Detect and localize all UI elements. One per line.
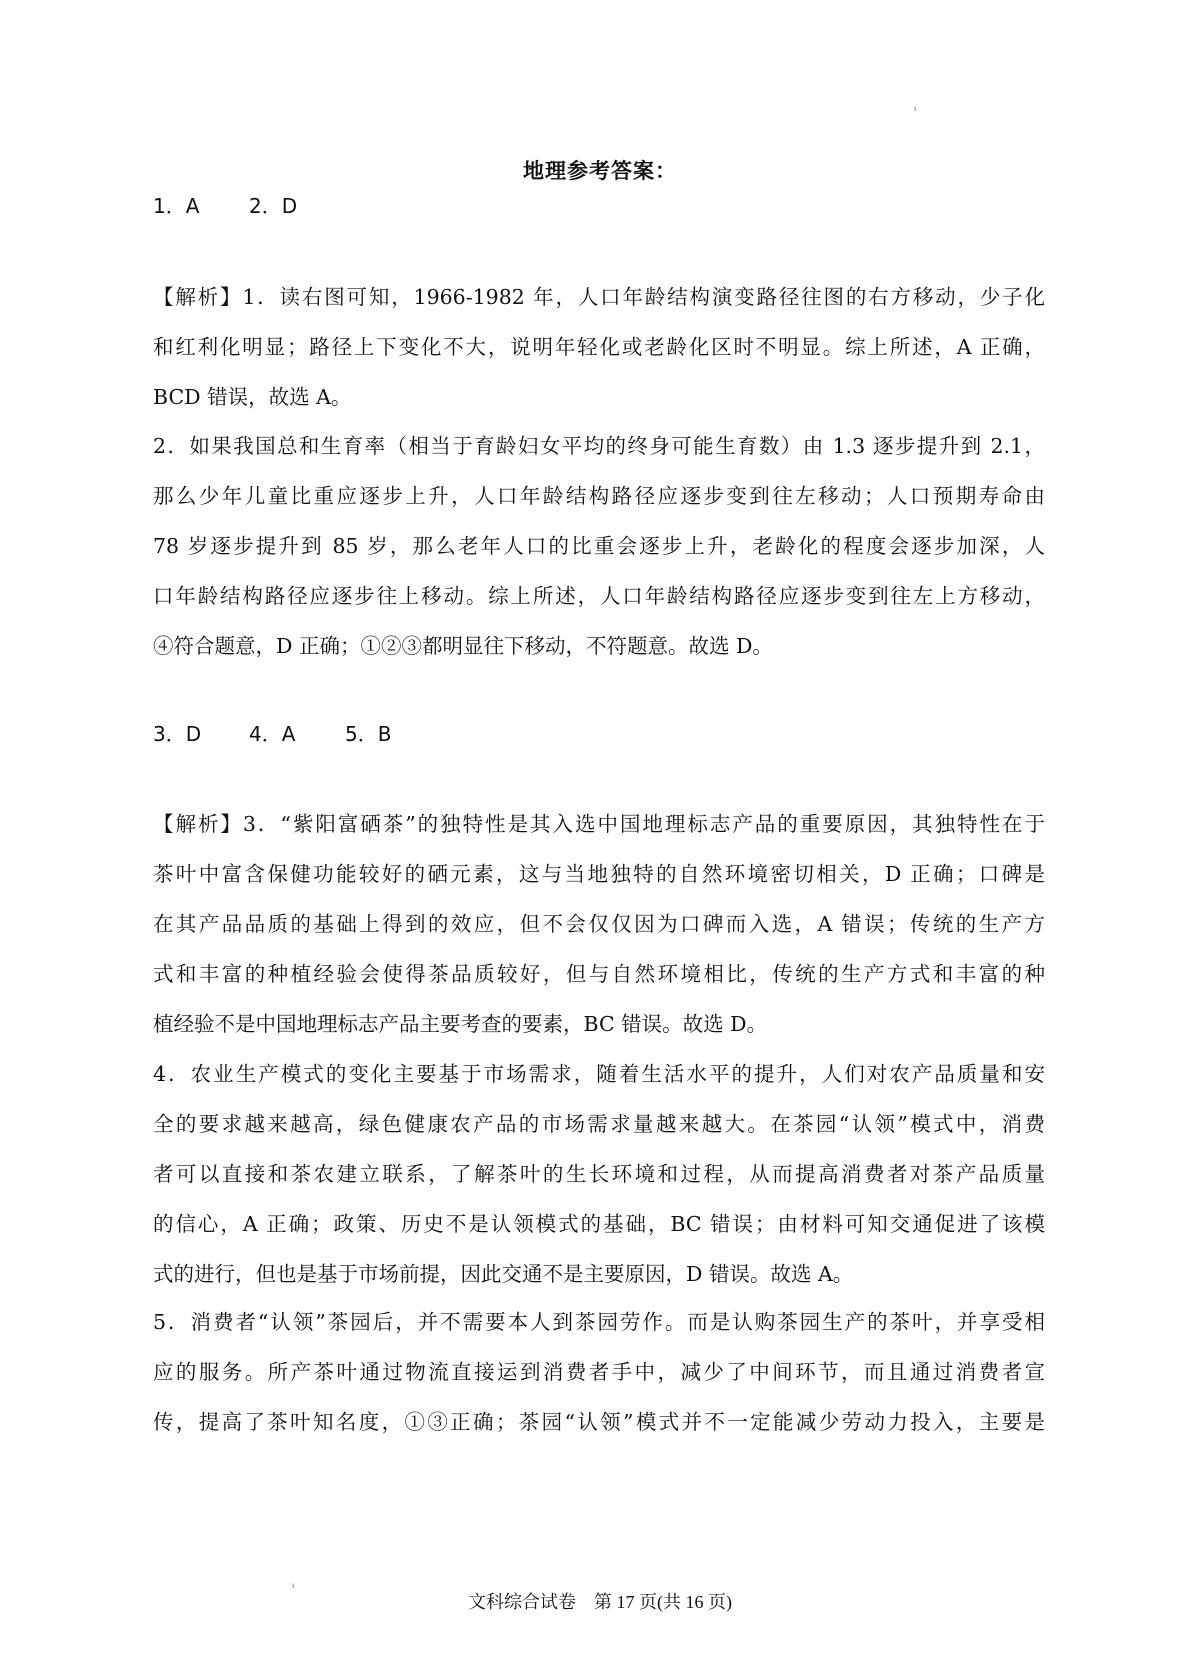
answer-5: 5．B <box>345 722 392 746</box>
text-line: ④符合题意，D 正确；①②③都明显往下移动，不符题意。故选 D。 <box>153 634 773 658</box>
text-line: 【解析】1．读右图可知，1966-1982 年，人口年龄结构演变路径往图的右方移动，少子化 <box>153 285 1045 309</box>
text-line: 全的要求越来越高，绿色健康农产品的市场需求量越来越大。在茶园“认领”模式中，消费 <box>153 1112 1045 1136</box>
answer-2: 2．D <box>249 194 298 218</box>
text-line: 者可以直接和茶农建立联系，了解茶叶的生长环境和过程，从而提高消费者对茶产品质量 <box>153 1162 1045 1186</box>
answer-4: 4．A <box>249 722 296 746</box>
explanation-3 <box>153 799 1045 1049</box>
page-footer: 文科综合试卷 第 17 页(共 16 页) <box>468 1592 732 1612</box>
text-line: 4．农业生产模式的变化主要基于市场需求，随着生活水平的提升，人们对农产品质量和安 <box>153 1062 1045 1086</box>
explanation-1 <box>153 272 1045 422</box>
text-line: 在其产品品质的基础上得到的效应，但不会仅仅因为口碑而入选，A 错误；传统的生产方 <box>153 912 1045 936</box>
text-line: 78 岁逐步提升到 85 岁，那么老年人口的比重会逐步上升，老龄化的程度会逐步加深，人 <box>153 534 1045 558</box>
page-title: 地理参考答案： <box>523 158 677 183</box>
text-line: 【解析】3．“紫阳富硒茶”的独特性是其入选中国地理标志产品的重要原因，其独特性在于 <box>153 812 1045 836</box>
text-line: 式和丰富的种植经验会使得茶品质较好，但与自然环境相比，传统的生产方式和丰富的种 <box>153 962 1045 986</box>
scan-mark-bottom: ı <box>292 1581 295 1590</box>
text-line: 式的进行，但也是基于市场前提，因此交通不是主要原因，D 错误。故选 A。 <box>153 1262 854 1286</box>
answer-1: 1．A <box>153 194 200 218</box>
explanation-5 <box>153 1297 1045 1447</box>
text-line: 2．如果我国总和生育率（相当于育龄妇女平均的终身可能生育数）由 1.3 逐步提升到 2.1， <box>153 434 1045 458</box>
text-line: 传，提高了茶叶知名度，①③正确；茶园“认领”模式并不一定能减少劳动力投入，主要是 <box>153 1410 1045 1434</box>
explanation-2 <box>153 421 1045 671</box>
text-line: BCD 错误，故选 A。 <box>153 385 352 409</box>
text-line: 茶叶中富含保健功能较好的硒元素，这与当地独特的自然环境密切相关，D 正确；口碑是 <box>153 862 1045 886</box>
text-line: 植经验不是中国地理标志产品主要考查的要素，BC 错误。故选 D。 <box>153 1012 768 1036</box>
text-line: 的信心，A 正确；政策、历史不是认领模式的基础，BC 错误；由材料可知交通促进了该模 <box>153 1212 1045 1236</box>
text-line: 口年龄结构路径应逐步往上移动。综上所述，人口年龄结构路径应逐步变到往左上方移动， <box>153 584 1045 608</box>
answer-3: 3．D <box>153 722 202 746</box>
text-line: 那么少年儿童比重应逐步上升，人口年龄结构路径应逐步变到往左移动；人口预期寿命由 <box>153 484 1045 508</box>
text-line: 应的服务。所产茶叶通过物流直接运到消费者手中，减少了中间环节，而且通过消费者宣 <box>153 1360 1045 1384</box>
scan-mark-top: ı <box>914 104 917 113</box>
text-line: 和红利化明显；路径上下变化不大，说明年轻化或老龄化区时不明显。综上所述，A 正确， <box>153 335 1045 359</box>
text-line: 5．消费者“认领”茶园后，并不需要本人到茶园劳作。而是认购茶园生产的茶叶，并享受相 <box>153 1310 1045 1334</box>
explanation-4 <box>153 1049 1045 1299</box>
answer-line-1 <box>153 190 345 219</box>
answer-line-2 <box>153 718 441 747</box>
